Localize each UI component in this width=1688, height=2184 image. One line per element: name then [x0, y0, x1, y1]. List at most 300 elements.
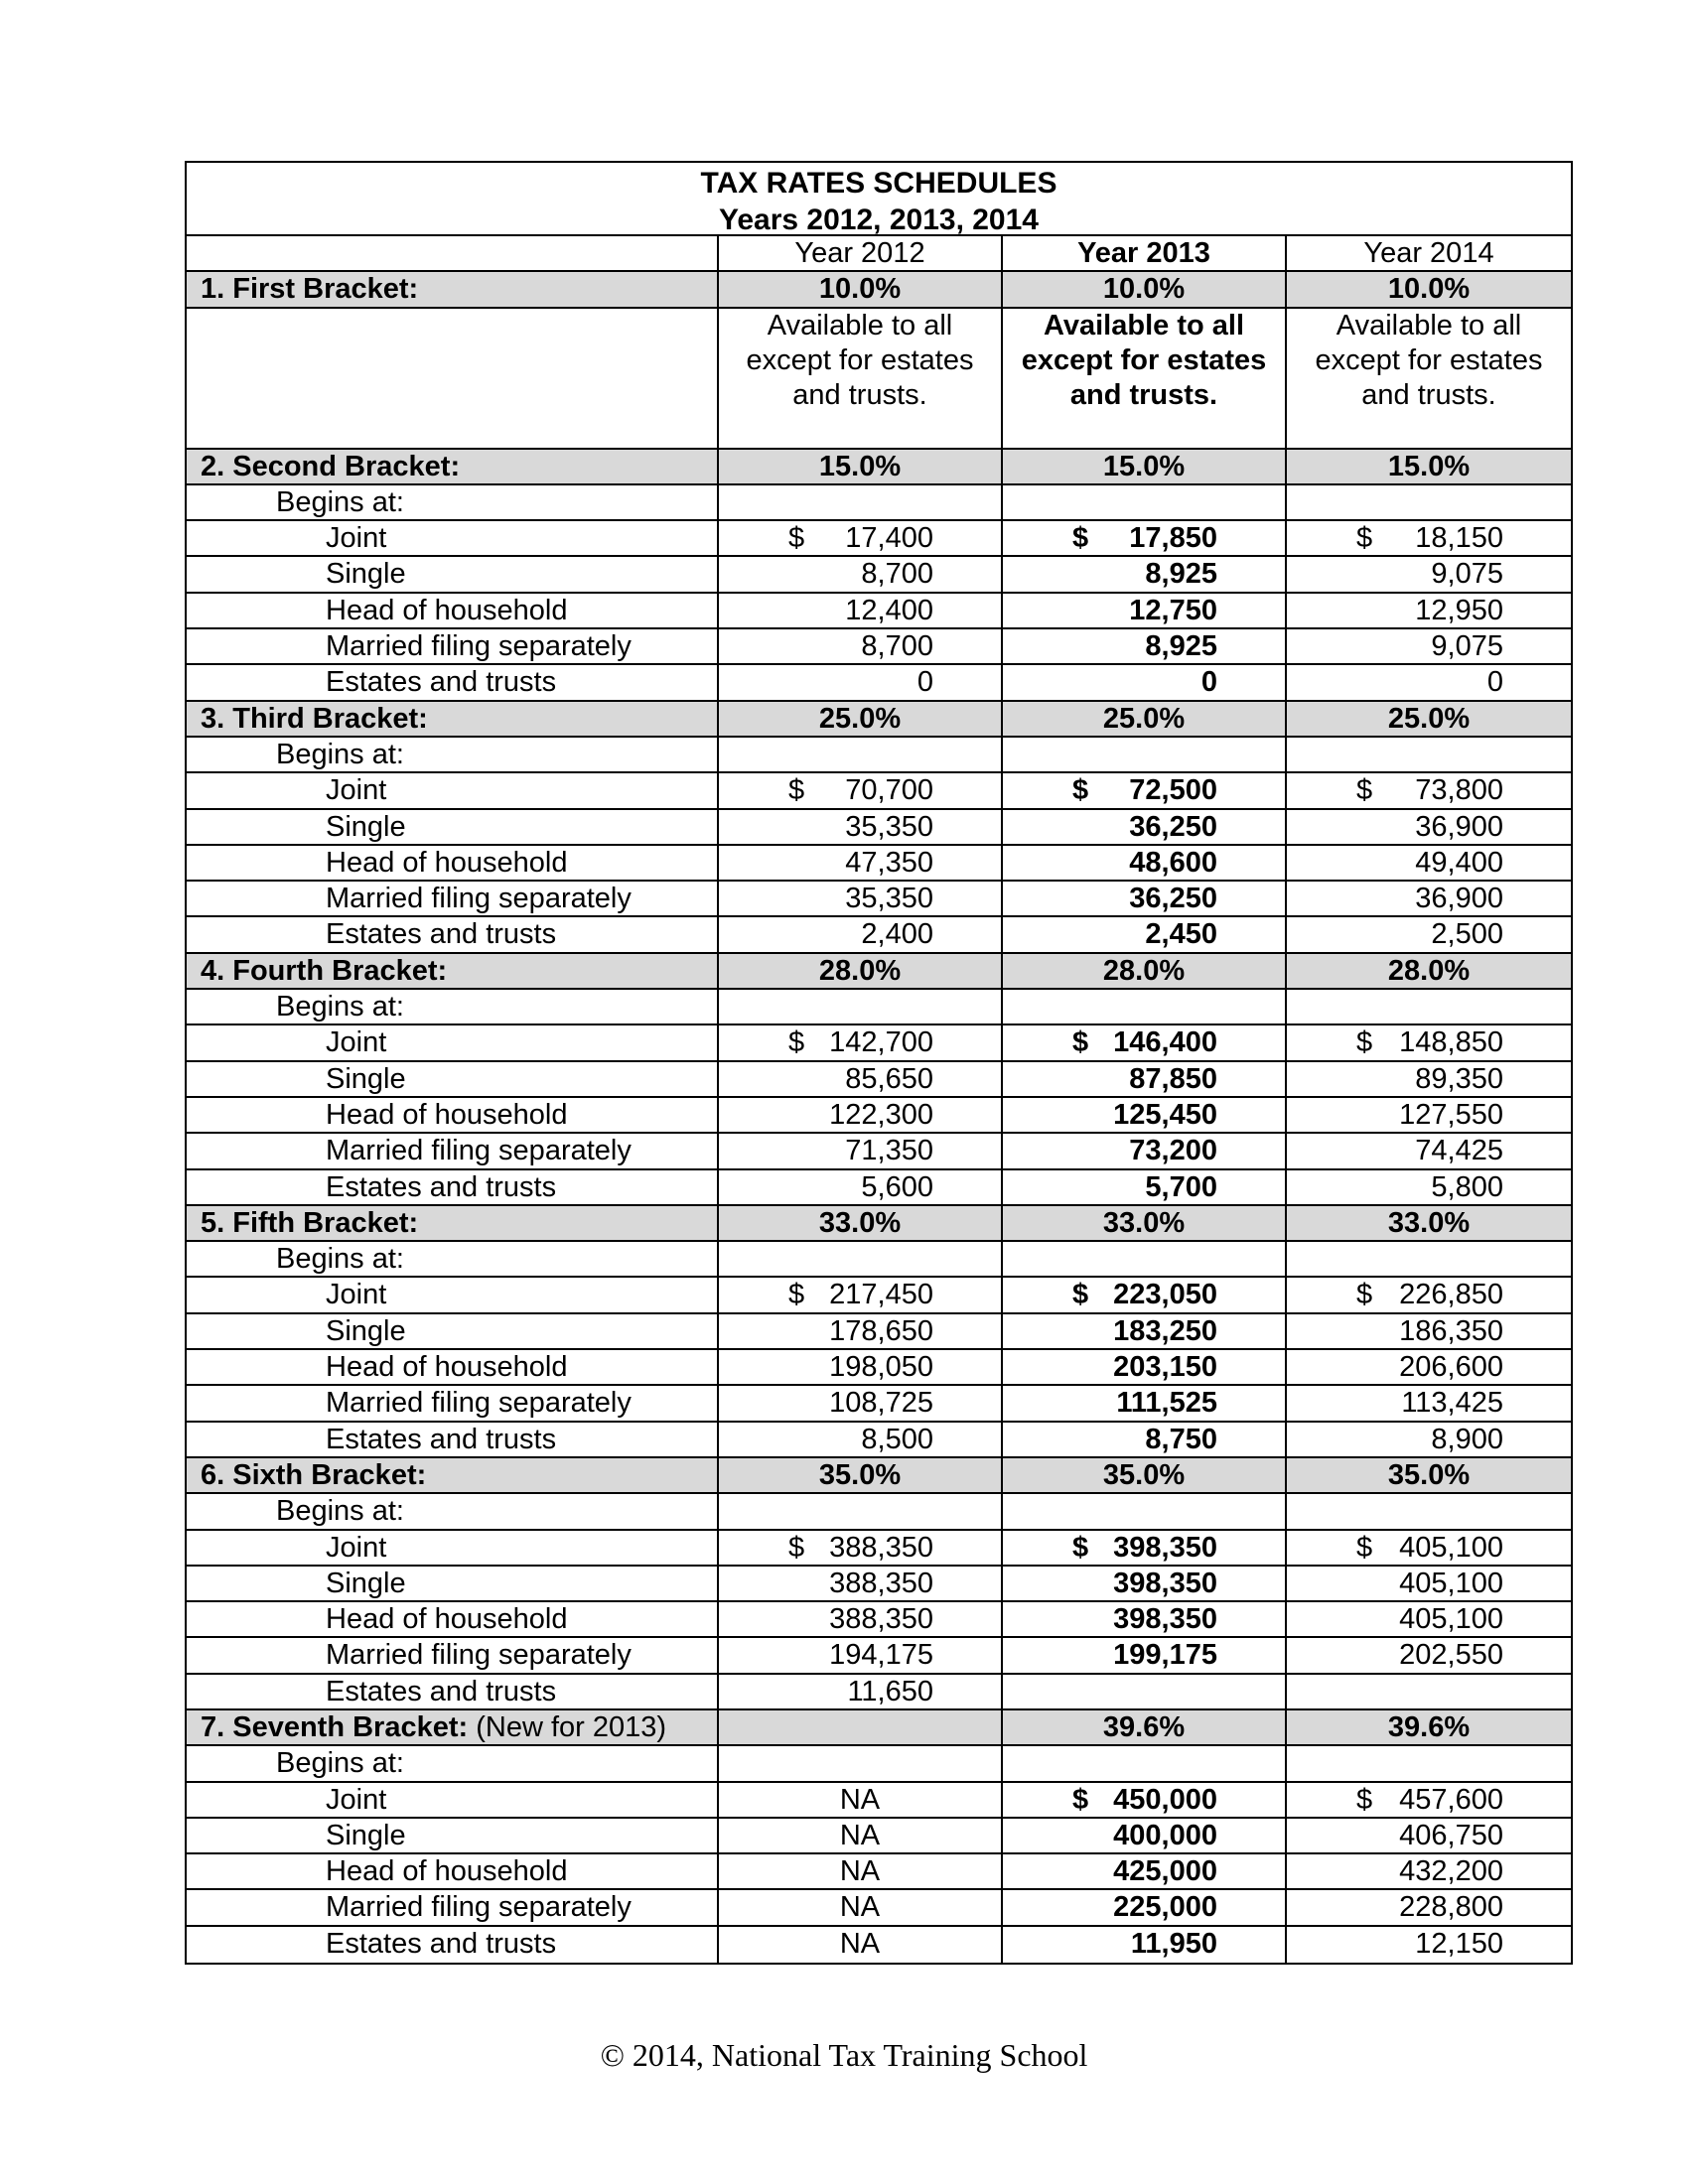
- row-label: [187, 1710, 719, 1744]
- value-cell-2013: 25.0%: [1003, 702, 1287, 736]
- table-row: [187, 1170, 1571, 1206]
- value-cell-2012: NA: [719, 1783, 1003, 1817]
- value-cell-2013: Available to all except for estates and trusts.: [1003, 309, 1287, 448]
- amount: 108,725: [829, 1387, 933, 1420]
- table-row: [187, 1783, 1571, 1819]
- table-row: [187, 1098, 1571, 1134]
- value-cell-2013: [1003, 773, 1287, 807]
- value-cell-2012: [719, 1170, 1003, 1204]
- row-label: Estates and trusts: [187, 1675, 719, 1708]
- amount: 186,350: [1399, 1314, 1503, 1347]
- value-cell-2012: [719, 1567, 1003, 1600]
- bracket-note: (New for 2013): [468, 1710, 667, 1743]
- amount: 111,525: [1116, 1387, 1217, 1420]
- value-cell-2014: 39.6%: [1287, 1710, 1571, 1744]
- begins-at-row: [187, 738, 1571, 773]
- money-value: [1003, 773, 1285, 807]
- table-title-block: [187, 163, 1571, 236]
- value-cell-2013: [1003, 1531, 1287, 1565]
- amount: 122,300: [829, 1098, 933, 1131]
- value-cell-2013: [1003, 1675, 1287, 1708]
- value-cell-2013: [1003, 1314, 1287, 1348]
- header-year-2013: Year 2013: [1003, 236, 1287, 270]
- money-value: [1003, 1567, 1285, 1600]
- amount: 398,350: [1113, 1531, 1217, 1564]
- value-cell-2014: [1287, 594, 1571, 627]
- value-cell-2012: [719, 665, 1003, 699]
- row-label: Head of household: [187, 594, 719, 627]
- amount: 36,250: [1129, 810, 1217, 843]
- value-cell-2013: [1003, 1386, 1287, 1420]
- value-cell-2012: [719, 773, 1003, 807]
- value-cell-2013: 39.6%: [1003, 1710, 1287, 1744]
- amount: 405,100: [1399, 1567, 1503, 1599]
- row-label: Head of household: [187, 1854, 719, 1888]
- money-value: [1003, 846, 1285, 880]
- amount: 217,450: [829, 1279, 933, 1311]
- value-cell-2014: [1287, 1819, 1571, 1852]
- value-cell-2013: [1003, 1854, 1287, 1888]
- copyright-footer: © 2014, National Tax Training School: [600, 2037, 1088, 2073]
- amount: 450,000: [1113, 1783, 1217, 1816]
- value-cell-2014: [1287, 846, 1571, 880]
- amount: 127,550: [1399, 1098, 1503, 1131]
- row-label: Estates and trusts: [187, 917, 719, 951]
- money-value: [1003, 557, 1285, 591]
- row-label: [187, 309, 719, 448]
- value-cell-2012: NA: [719, 1854, 1003, 1888]
- amount: 183,250: [1113, 1314, 1217, 1347]
- table-title: TAX RATES SCHEDULES: [700, 167, 1057, 200]
- value-cell-2014: [1287, 1567, 1571, 1600]
- table-row: [187, 1025, 1571, 1061]
- value-cell-2014: [1287, 773, 1571, 807]
- money-value: [1287, 846, 1571, 880]
- money-value: [1287, 1890, 1571, 1924]
- value-cell-2014: 25.0%: [1287, 702, 1571, 736]
- bracket-row: [187, 272, 1571, 308]
- value-cell-2012: [719, 1531, 1003, 1565]
- value-cell-2012: [719, 846, 1003, 880]
- money-value: [719, 1602, 1001, 1636]
- value-cell-2012: [719, 1423, 1003, 1456]
- bracket-label: 7. Seventh Bracket:: [201, 1710, 469, 1743]
- amount: 194,175: [829, 1639, 933, 1672]
- row-label: Begins at:: [187, 485, 719, 519]
- amount: 125,450: [1113, 1098, 1217, 1131]
- begins-at-row: [187, 1242, 1571, 1278]
- money-value: [1003, 1819, 1285, 1852]
- value-cell-2014: [1287, 1890, 1571, 1924]
- money-value: [719, 773, 1001, 807]
- dollar-sign: $: [1356, 774, 1373, 807]
- amount: 36,900: [1415, 810, 1503, 843]
- amount: 203,150: [1113, 1351, 1217, 1384]
- amount: 223,050: [1113, 1279, 1217, 1311]
- begins-at-row: [187, 1494, 1571, 1530]
- amount: 12,750: [1129, 594, 1217, 626]
- value-cell-2014: Available to all except for estates and trusts.: [1315, 309, 1543, 411]
- money-value: [1287, 1927, 1571, 1961]
- value-cell-2012: NA: [719, 1819, 1003, 1852]
- row-label: Single: [187, 1314, 719, 1348]
- money-value: [1003, 1423, 1285, 1456]
- table-row: [187, 1638, 1571, 1674]
- value-cell-2012: 33.0%: [719, 1206, 1003, 1240]
- value-cell-2013: [1003, 1927, 1287, 1963]
- value-cell-2013: [1003, 917, 1287, 951]
- money-value: [719, 1278, 1001, 1311]
- amount: 17,400: [845, 522, 933, 555]
- value-cell-2013: [1003, 629, 1287, 663]
- money-value: [1287, 1062, 1571, 1096]
- row-label: Head of household: [187, 1098, 719, 1132]
- bracket-label: 4. Fourth Bracket:: [201, 954, 448, 987]
- money-value: [719, 629, 1001, 663]
- amount: 405,100: [1399, 1531, 1503, 1564]
- money-value: [719, 917, 1001, 951]
- dollar-sign: $: [1072, 1531, 1089, 1564]
- value-cell-2013: [1003, 1025, 1287, 1059]
- money-value: [1287, 594, 1571, 627]
- value-cell-2013: [1003, 594, 1287, 627]
- header-year-2012: Year 2012: [719, 236, 1003, 270]
- dollar-sign: $: [1356, 522, 1373, 555]
- dollar-sign: $: [1072, 774, 1089, 807]
- value-cell-2014: [1287, 485, 1571, 519]
- value-cell-2012: [719, 1386, 1003, 1420]
- money-value: [719, 1567, 1001, 1600]
- value-cell-2014: 33.0%: [1287, 1206, 1571, 1240]
- money-value: [719, 846, 1001, 880]
- money-value: [1287, 1350, 1571, 1384]
- amount: 5,600: [861, 1170, 933, 1203]
- value-cell-2014: [1287, 521, 1571, 555]
- money-value: [1003, 1927, 1285, 1961]
- value-cell-2012: [719, 882, 1003, 915]
- value-cell-2012: [719, 1098, 1003, 1132]
- money-value: [719, 1386, 1001, 1420]
- value-cell-2013: [1003, 990, 1287, 1024]
- money-value: [1003, 1783, 1285, 1817]
- dollar-sign: $: [788, 1026, 805, 1059]
- header-year-2014: Year 2014: [1363, 237, 1494, 269]
- money-value: [1003, 521, 1285, 555]
- money-value: [1003, 1170, 1285, 1204]
- value-cell-2012: [719, 738, 1003, 771]
- money-value: [1287, 521, 1571, 555]
- money-value: [1003, 1890, 1285, 1924]
- dollar-sign: $: [788, 522, 805, 555]
- value-cell-2013: [1003, 557, 1287, 591]
- money-value: [719, 1350, 1001, 1384]
- value-cell-2012: [719, 485, 1003, 519]
- value-cell-2012: [719, 1675, 1003, 1708]
- dollar-sign: $: [1072, 1783, 1089, 1816]
- value-cell-2013: [1003, 846, 1287, 880]
- value-cell-2014: [1287, 1423, 1571, 1456]
- amount: 202,550: [1399, 1639, 1503, 1672]
- value-cell-2013: 10.0%: [1003, 272, 1287, 306]
- value-cell-2013: [1003, 1098, 1287, 1132]
- value-cell-2012: [719, 1278, 1003, 1311]
- money-value: [719, 810, 1001, 844]
- amount: 457,600: [1399, 1783, 1503, 1816]
- amount: 0: [1486, 666, 1503, 699]
- value-cell-2014: [1287, 1386, 1571, 1420]
- amount: 225,000: [1113, 1891, 1217, 1924]
- bracket-row: [187, 1458, 1571, 1494]
- row-label: Joint: [187, 1278, 719, 1311]
- value-cell-2012: 15.0%: [719, 450, 1003, 483]
- row-label: Joint: [187, 521, 719, 555]
- header-blank: [187, 236, 719, 270]
- value-cell-2012: Available to all except for estates and trusts.: [719, 309, 1003, 448]
- value-cell-2012: [719, 990, 1003, 1024]
- amount: 48,600: [1129, 846, 1217, 879]
- value-cell-2014: 28.0%: [1287, 954, 1571, 988]
- amount: 18,150: [1415, 522, 1503, 555]
- value-cell-2013: [1003, 1567, 1287, 1600]
- money-value: [1287, 1783, 1571, 1817]
- table-subtitle: Years 2012, 2013, 2014: [719, 204, 1039, 236]
- header-row: [187, 236, 1571, 272]
- table-row: [187, 773, 1571, 809]
- table-row: [187, 1819, 1571, 1854]
- bracket-row: [187, 1206, 1571, 1242]
- amount: 71,350: [845, 1135, 933, 1167]
- money-value: [1003, 629, 1285, 663]
- money-value: [1003, 1386, 1285, 1420]
- value-cell-2012: [719, 917, 1003, 951]
- bracket-label: 3. Third Bracket:: [201, 702, 428, 735]
- money-value: [719, 1062, 1001, 1096]
- table-row: [187, 1927, 1571, 1963]
- value-cell-2014: [1287, 629, 1571, 663]
- value-cell-2012: 35.0%: [719, 1458, 1003, 1492]
- value-cell-2014: [1287, 1098, 1571, 1132]
- value-cell-2013: [1003, 1423, 1287, 1456]
- availability-row: [187, 309, 1571, 450]
- amount: 199,175: [1113, 1639, 1217, 1672]
- amount: 12,150: [1415, 1927, 1503, 1960]
- value-cell-2012: 10.0%: [719, 272, 1003, 306]
- money-value: [1287, 665, 1571, 699]
- amount: 73,200: [1129, 1135, 1217, 1167]
- bracket-row: [187, 954, 1571, 990]
- money-value: [1287, 1854, 1571, 1888]
- row-label: Married filing separately: [187, 1638, 719, 1672]
- dollar-sign: $: [1072, 1279, 1089, 1311]
- value-cell-2012: [719, 810, 1003, 844]
- value-cell-2012: [719, 629, 1003, 663]
- amount: 146,400: [1113, 1026, 1217, 1059]
- money-value: [719, 1170, 1001, 1204]
- value-cell-2013: [1003, 1819, 1287, 1852]
- value-cell-2014: [1287, 557, 1571, 591]
- value-cell-2014: [1287, 1494, 1571, 1528]
- amount: 8,750: [1145, 1423, 1217, 1455]
- row-label: Begins at:: [187, 1494, 719, 1528]
- money-value: [1287, 1531, 1571, 1565]
- table-row: [187, 917, 1571, 953]
- row-label: Estates and trusts: [187, 1927, 719, 1963]
- tax-rates-table: [185, 161, 1573, 1965]
- amount: 398,350: [1113, 1567, 1217, 1599]
- money-value: [1003, 665, 1285, 699]
- money-value: [1003, 1314, 1285, 1348]
- money-value: [719, 557, 1001, 591]
- amount: 36,900: [1415, 883, 1503, 915]
- amount: 2,500: [1431, 918, 1503, 951]
- value-cell-2014: [1287, 810, 1571, 844]
- table-row: [187, 1602, 1571, 1638]
- table-row: [187, 594, 1571, 629]
- bracket-label: 5. Fifth Bracket:: [201, 1206, 419, 1239]
- table-row: [187, 557, 1571, 593]
- row-label: Single: [187, 810, 719, 844]
- amount: 0: [916, 666, 933, 699]
- amount: 47,350: [845, 846, 933, 879]
- amount: 142,700: [829, 1026, 933, 1059]
- bracket-label: 1. First Bracket:: [201, 273, 419, 306]
- row-label: Married filing separately: [187, 629, 719, 663]
- amount: 73,800: [1415, 774, 1503, 807]
- row-label: Estates and trusts: [187, 1170, 719, 1204]
- amount: 388,350: [829, 1531, 933, 1564]
- value-cell-2012: [719, 1710, 1003, 1744]
- value-cell-2014: [1287, 1638, 1571, 1672]
- amount: 5,700: [1145, 1170, 1217, 1203]
- row-label: Estates and trusts: [187, 665, 719, 699]
- row-label: Head of household: [187, 1350, 719, 1384]
- table-row: [187, 1854, 1571, 1890]
- money-value: [1287, 1819, 1571, 1852]
- dollar-sign: $: [1072, 1026, 1089, 1059]
- amount: 89,350: [1415, 1062, 1503, 1095]
- value-cell-2012: 28.0%: [719, 954, 1003, 988]
- value-cell-2013: [1003, 1746, 1287, 1780]
- money-value: [1003, 810, 1285, 844]
- amount: 198,050: [829, 1351, 933, 1384]
- value-cell-2014: [1287, 1134, 1571, 1167]
- money-value: [1287, 773, 1571, 807]
- table-row: [187, 1314, 1571, 1350]
- value-cell-2013: 35.0%: [1003, 1458, 1287, 1492]
- table-row: [187, 1350, 1571, 1386]
- value-cell-2013: [1003, 1242, 1287, 1276]
- row-label: Head of household: [187, 1602, 719, 1636]
- value-cell-2014: 10.0%: [1287, 272, 1571, 306]
- value-cell-2014: [1287, 990, 1571, 1024]
- value-cell-2014: [1287, 1854, 1571, 1888]
- dollar-sign: $: [788, 1279, 805, 1311]
- money-value: [719, 1531, 1001, 1565]
- money-value: [719, 1314, 1001, 1348]
- dollar-sign: $: [1072, 522, 1089, 555]
- money-value: [1003, 1098, 1285, 1132]
- amount: 85,650: [845, 1062, 933, 1095]
- money-value: [1003, 1278, 1285, 1311]
- money-value: [1287, 917, 1571, 951]
- money-value: [719, 1025, 1001, 1059]
- amount: 36,250: [1129, 883, 1217, 915]
- amount: 8,900: [1431, 1423, 1503, 1455]
- row-label: Single: [187, 557, 719, 591]
- table-row: [187, 1278, 1571, 1313]
- amount: 178,650: [829, 1314, 933, 1347]
- value-cell-2012: [719, 1025, 1003, 1059]
- amount: 12,400: [845, 594, 933, 626]
- bracket-label: 2. Second Bracket:: [201, 450, 461, 482]
- amount: 9,075: [1431, 630, 1503, 663]
- table-row: [187, 882, 1571, 917]
- value-cell-2012: 25.0%: [719, 702, 1003, 736]
- row-label: [187, 702, 719, 736]
- value-cell-2012: [719, 1314, 1003, 1348]
- dollar-sign: $: [1356, 1783, 1373, 1816]
- money-value: [719, 521, 1001, 555]
- amount: 12,950: [1415, 594, 1503, 626]
- value-cell-2013: [1003, 1062, 1287, 1096]
- money-value: [1287, 1423, 1571, 1456]
- money-value: [1287, 557, 1571, 591]
- money-value: [1287, 1098, 1571, 1132]
- money-value: [1287, 1170, 1571, 1204]
- value-cell-2012: [719, 1350, 1003, 1384]
- value-cell-2013: [1003, 1494, 1287, 1528]
- value-cell-2013: 28.0%: [1003, 954, 1287, 988]
- value-cell-2013: [1003, 1602, 1287, 1636]
- value-cell-2014: [1287, 882, 1571, 915]
- value-cell-2014: [1287, 1314, 1571, 1348]
- value-cell-2012: [719, 1746, 1003, 1780]
- bracket-row: [187, 450, 1571, 485]
- row-label: Begins at:: [187, 1746, 719, 1780]
- money-value: [1003, 1531, 1285, 1565]
- value-cell-2013: [1003, 1350, 1287, 1384]
- money-value: [719, 665, 1001, 699]
- money-value: [1287, 1025, 1571, 1059]
- row-label: Married filing separately: [187, 1134, 719, 1167]
- value-cell-2013: [1003, 1783, 1287, 1817]
- money-value: [1003, 1134, 1285, 1167]
- amount: 17,850: [1129, 522, 1217, 555]
- amount: 70,700: [845, 774, 933, 807]
- row-label: Joint: [187, 773, 719, 807]
- money-value: [1287, 1278, 1571, 1311]
- table-row: [187, 665, 1571, 701]
- row-label: [187, 1458, 719, 1492]
- money-value: [1287, 1386, 1571, 1420]
- row-label: [187, 1206, 719, 1240]
- value-cell-2013: [1003, 1134, 1287, 1167]
- amount: 206,600: [1399, 1351, 1503, 1384]
- bracket-row: [187, 1710, 1571, 1746]
- money-value: [1287, 629, 1571, 663]
- value-cell-2012: [719, 1494, 1003, 1528]
- amount: 8,925: [1145, 558, 1217, 591]
- value-cell-2012: NA: [719, 1927, 1003, 1963]
- value-cell-2014: 35.0%: [1287, 1458, 1571, 1492]
- row-label: Estates and trusts: [187, 1423, 719, 1456]
- row-label: Joint: [187, 1783, 719, 1817]
- money-value: [1003, 1854, 1285, 1888]
- money-value: [719, 1675, 1001, 1708]
- row-label: Begins at:: [187, 1242, 719, 1276]
- value-cell-2013: [1003, 665, 1287, 699]
- row-label: Single: [187, 1819, 719, 1852]
